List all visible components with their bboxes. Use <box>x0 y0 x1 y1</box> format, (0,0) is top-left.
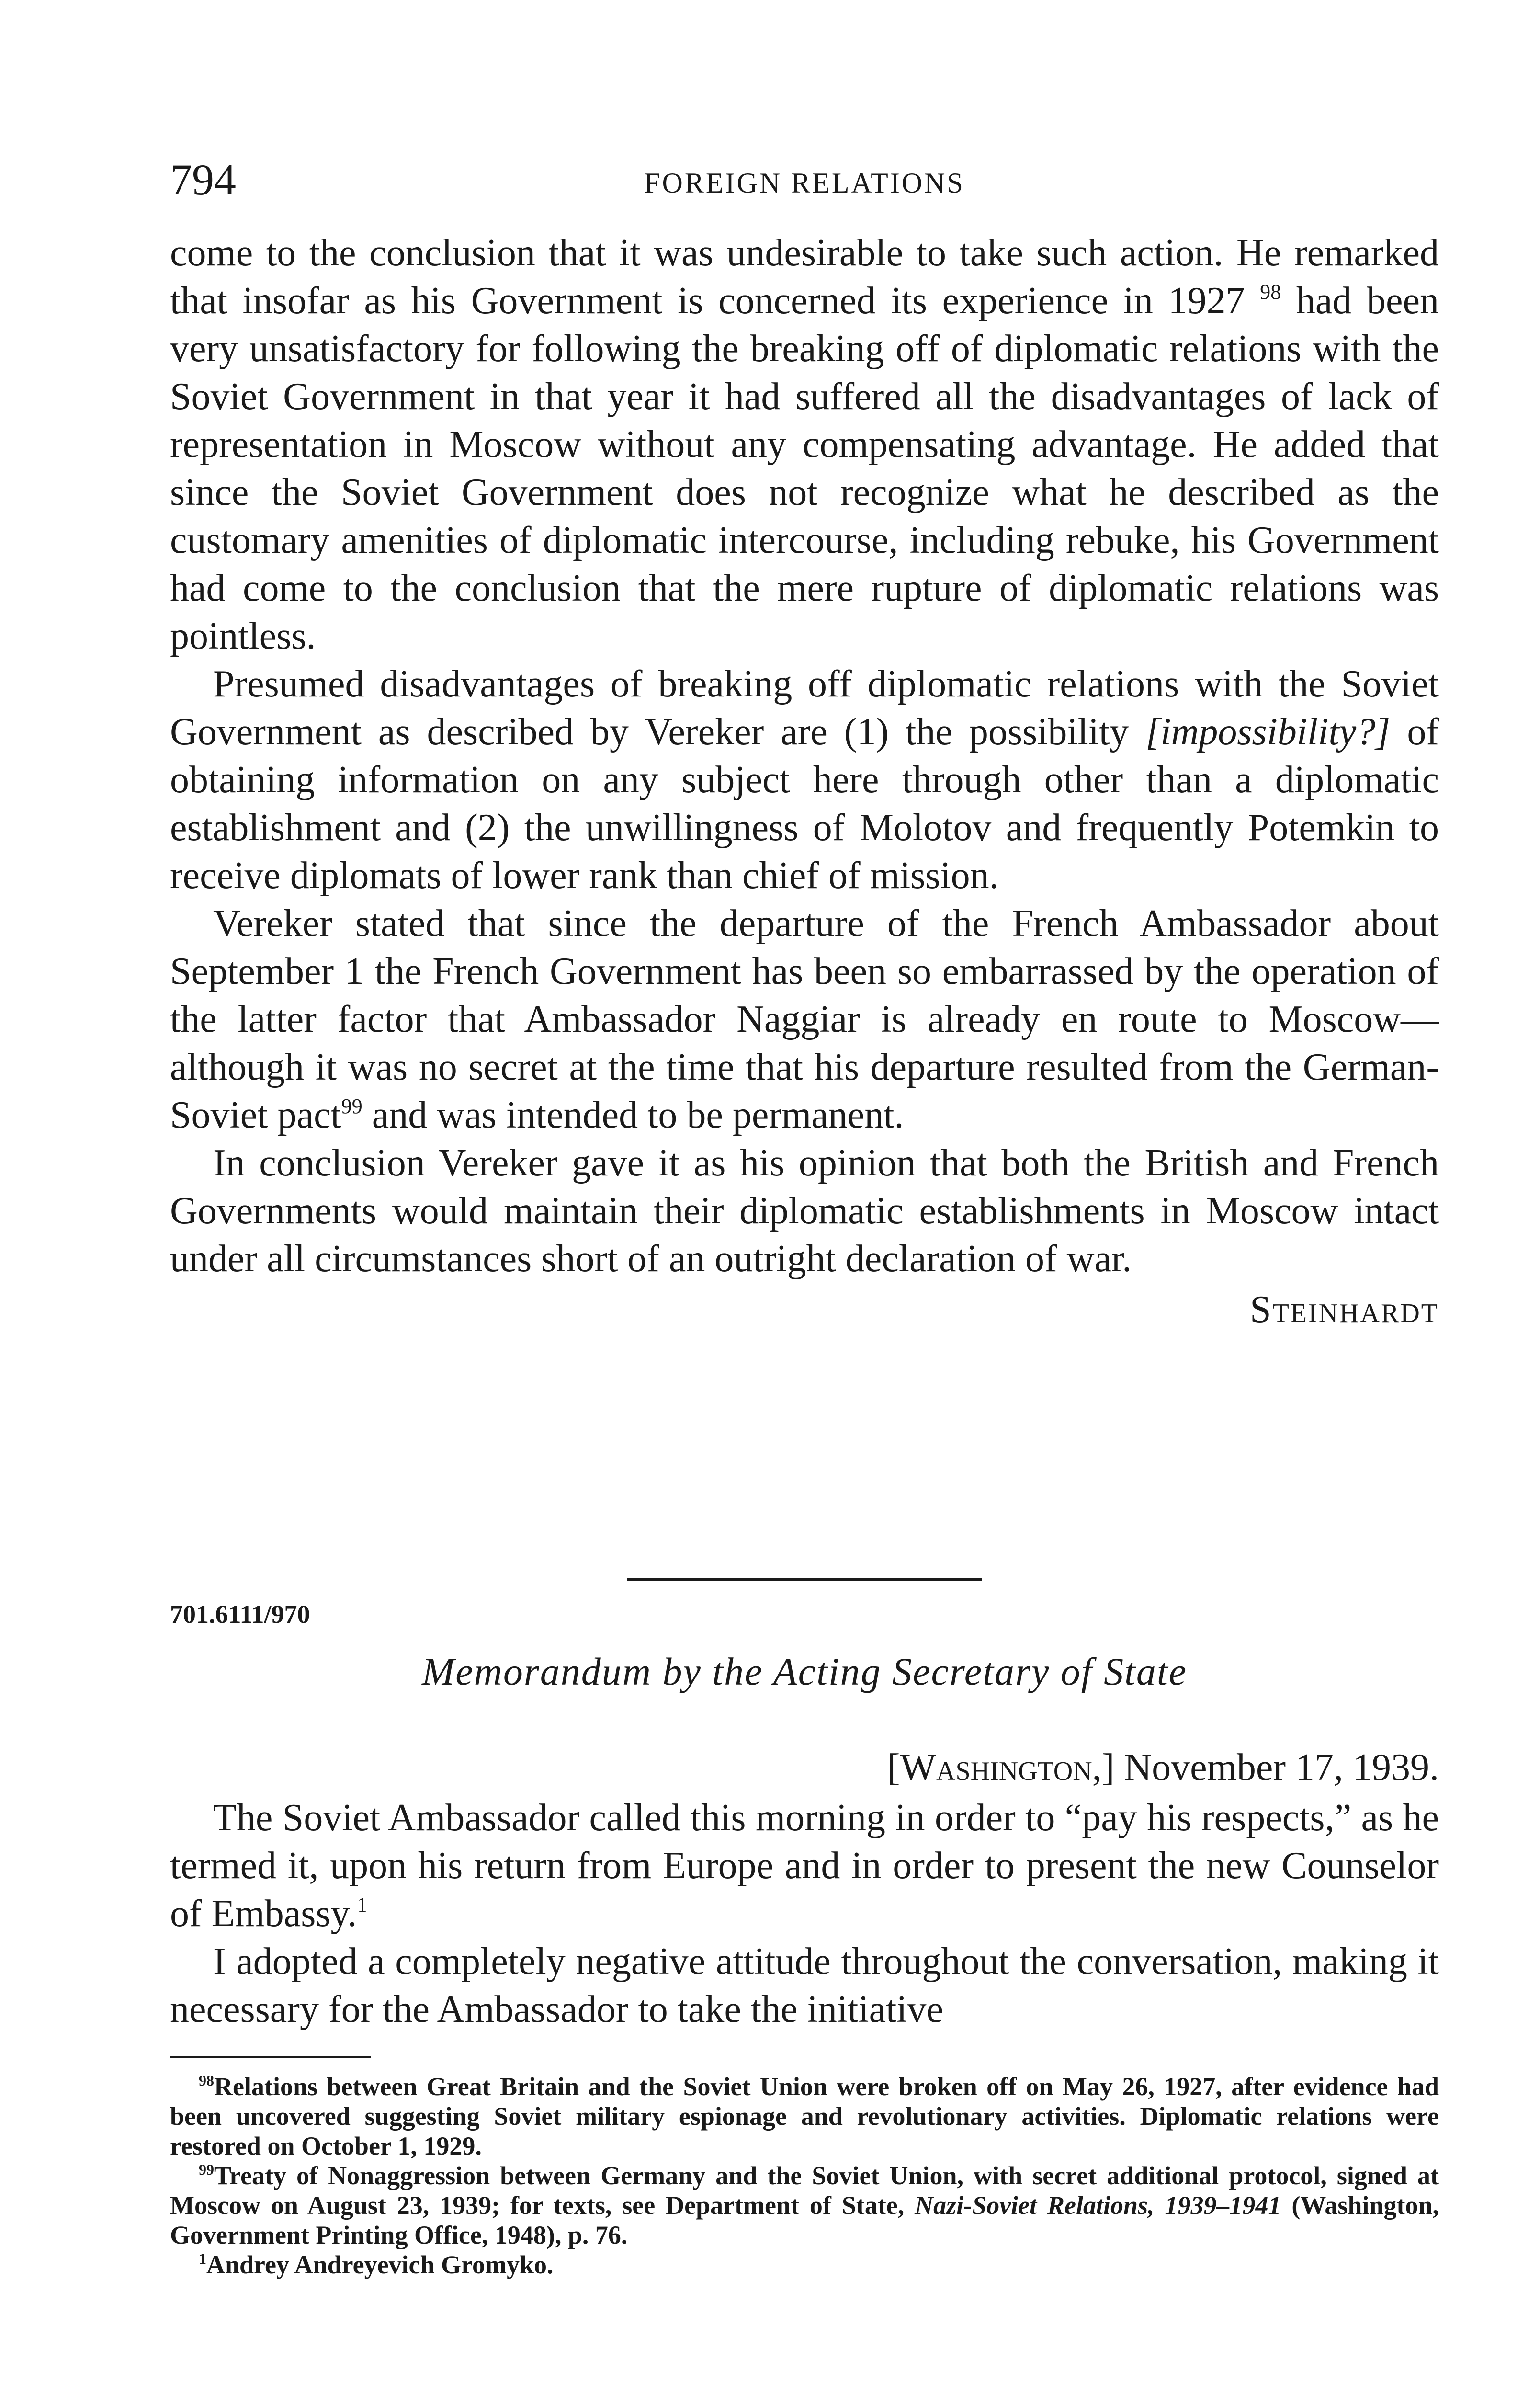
footnote-marker: 99 <box>199 2161 214 2178</box>
memo-paragraph-2: I adopted a completely negative attitude throughout the conversation, making it necessary for the Ambassador to take the initiative <box>170 1940 1439 2030</box>
signature: Steinhardt <box>1250 1289 1439 1331</box>
footnote-rule <box>170 2056 371 2058</box>
footnote-ref-99: 99 <box>341 1095 362 1118</box>
footnote-text: (Washington, Government Printing Office, 1948), p. 76. <box>170 2191 1439 2249</box>
letter-paragraph-3 <box>170 900 1439 1139</box>
footnote-text: Relations between Great Britain and the Soviet Union were broken off on May 26, 1927, after evidence had been uncovered suggesting Soviet military espionage and revolutionary activities. Diplomatic relations were restored on October 1, 1929. <box>170 2072 1439 2160</box>
letter-paragraph-1 <box>170 229 1439 660</box>
running-title: FOREIGN RELATIONS <box>644 167 965 199</box>
text-run: of obtaining information on any subject here through other than a diplomatic establishment and (2) the unwillingness of Molotov and frequently Potemkin to receive diplomats of lower rank than chief of mission. <box>170 711 1439 897</box>
running-head <box>170 153 1439 211</box>
text-run: Presumed disadvantages of breaking off diplomatic relations with the Soviet Government as described by Vereker are (1) the possibility <box>170 663 1439 753</box>
text-run: The Soviet Ambassador called this morning in order to “pay his respects,” as he termed it, upon his return from Europe and in order to present the new Counselor of Embassy. <box>170 1797 1439 1935</box>
footnote-98 <box>170 2072 1439 2161</box>
memo-title: Memorandum by the Acting Secretary of State <box>421 1650 1188 1693</box>
footnote-marker: 1 <box>199 2250 206 2267</box>
footnote-ref-98: 98 <box>1260 280 1281 304</box>
section-divider <box>627 1578 982 1581</box>
dateline-place: [Washington,] <box>887 1746 1115 1789</box>
memo-body <box>170 1794 1439 2033</box>
footnote-text: Andrey Andreyevich Gromyko. <box>206 2250 554 2279</box>
text-run: come to the conclusion that it was undesirable to take such action. He remarked that insofar as his Government is concerned its experience in 1927 <box>170 232 1439 322</box>
text-run: had been very unsatisfactory for following the breaking off of diplomatic relations with the Soviet Government in that year it had suffered all the disadvantages of lack of representation in Moscow without any compensating advantage. He added that since the Soviet Government does not recognize what he described as the customary amenities of diplomatic intercourse, including rebuke, his Government had come to the conclusion that the mere rupture of diplomatic relations was pointless. <box>170 280 1439 657</box>
footnote-text: Treaty of Nonaggression between Germany and the Soviet Union, with secret additional protocol, signed at Moscow on August 23, 1939; for texts, see Department of State, <box>170 2161 1439 2220</box>
footnotes <box>170 2072 1439 2280</box>
letter-paragraph-4: In conclusion Vereker gave it as his opinion that both the British and French Governments would maintain their diplomatic establishments in Moscow intact under all circumstances short of an outright declaration of war. <box>170 1142 1439 1280</box>
file-number: 701.6111/970 <box>170 1600 310 1629</box>
page-number: 794 <box>170 155 236 204</box>
memo-paragraph-1 <box>170 1794 1439 1938</box>
dateline-date: November 17, 1939. <box>1114 1746 1439 1789</box>
text-run: and was intended to be permanent. <box>362 1094 904 1136</box>
footnote-1 <box>170 2250 1439 2280</box>
footnote-99 <box>170 2161 1439 2250</box>
footnote-ref-1: 1 <box>357 1893 368 1916</box>
footnote-marker: 98 <box>199 2072 214 2089</box>
text-run: Vereker stated that since the departure of the French Ambassador about September 1 the French Government has been so embarrassed by the operation of the latter factor that Ambassador Naggiar is already en route to Moscow—although it was no secret at the time that his departure resulted from the German-Soviet pact <box>170 902 1439 1136</box>
publication-title: Nazi-Soviet Relations, 1939–1941 <box>915 2191 1281 2220</box>
letter-body <box>170 229 1439 1334</box>
editorial-insertion: [impossibility?] <box>1145 711 1391 753</box>
letter-paragraph-2 <box>170 660 1439 900</box>
dateline <box>170 1744 1439 1791</box>
